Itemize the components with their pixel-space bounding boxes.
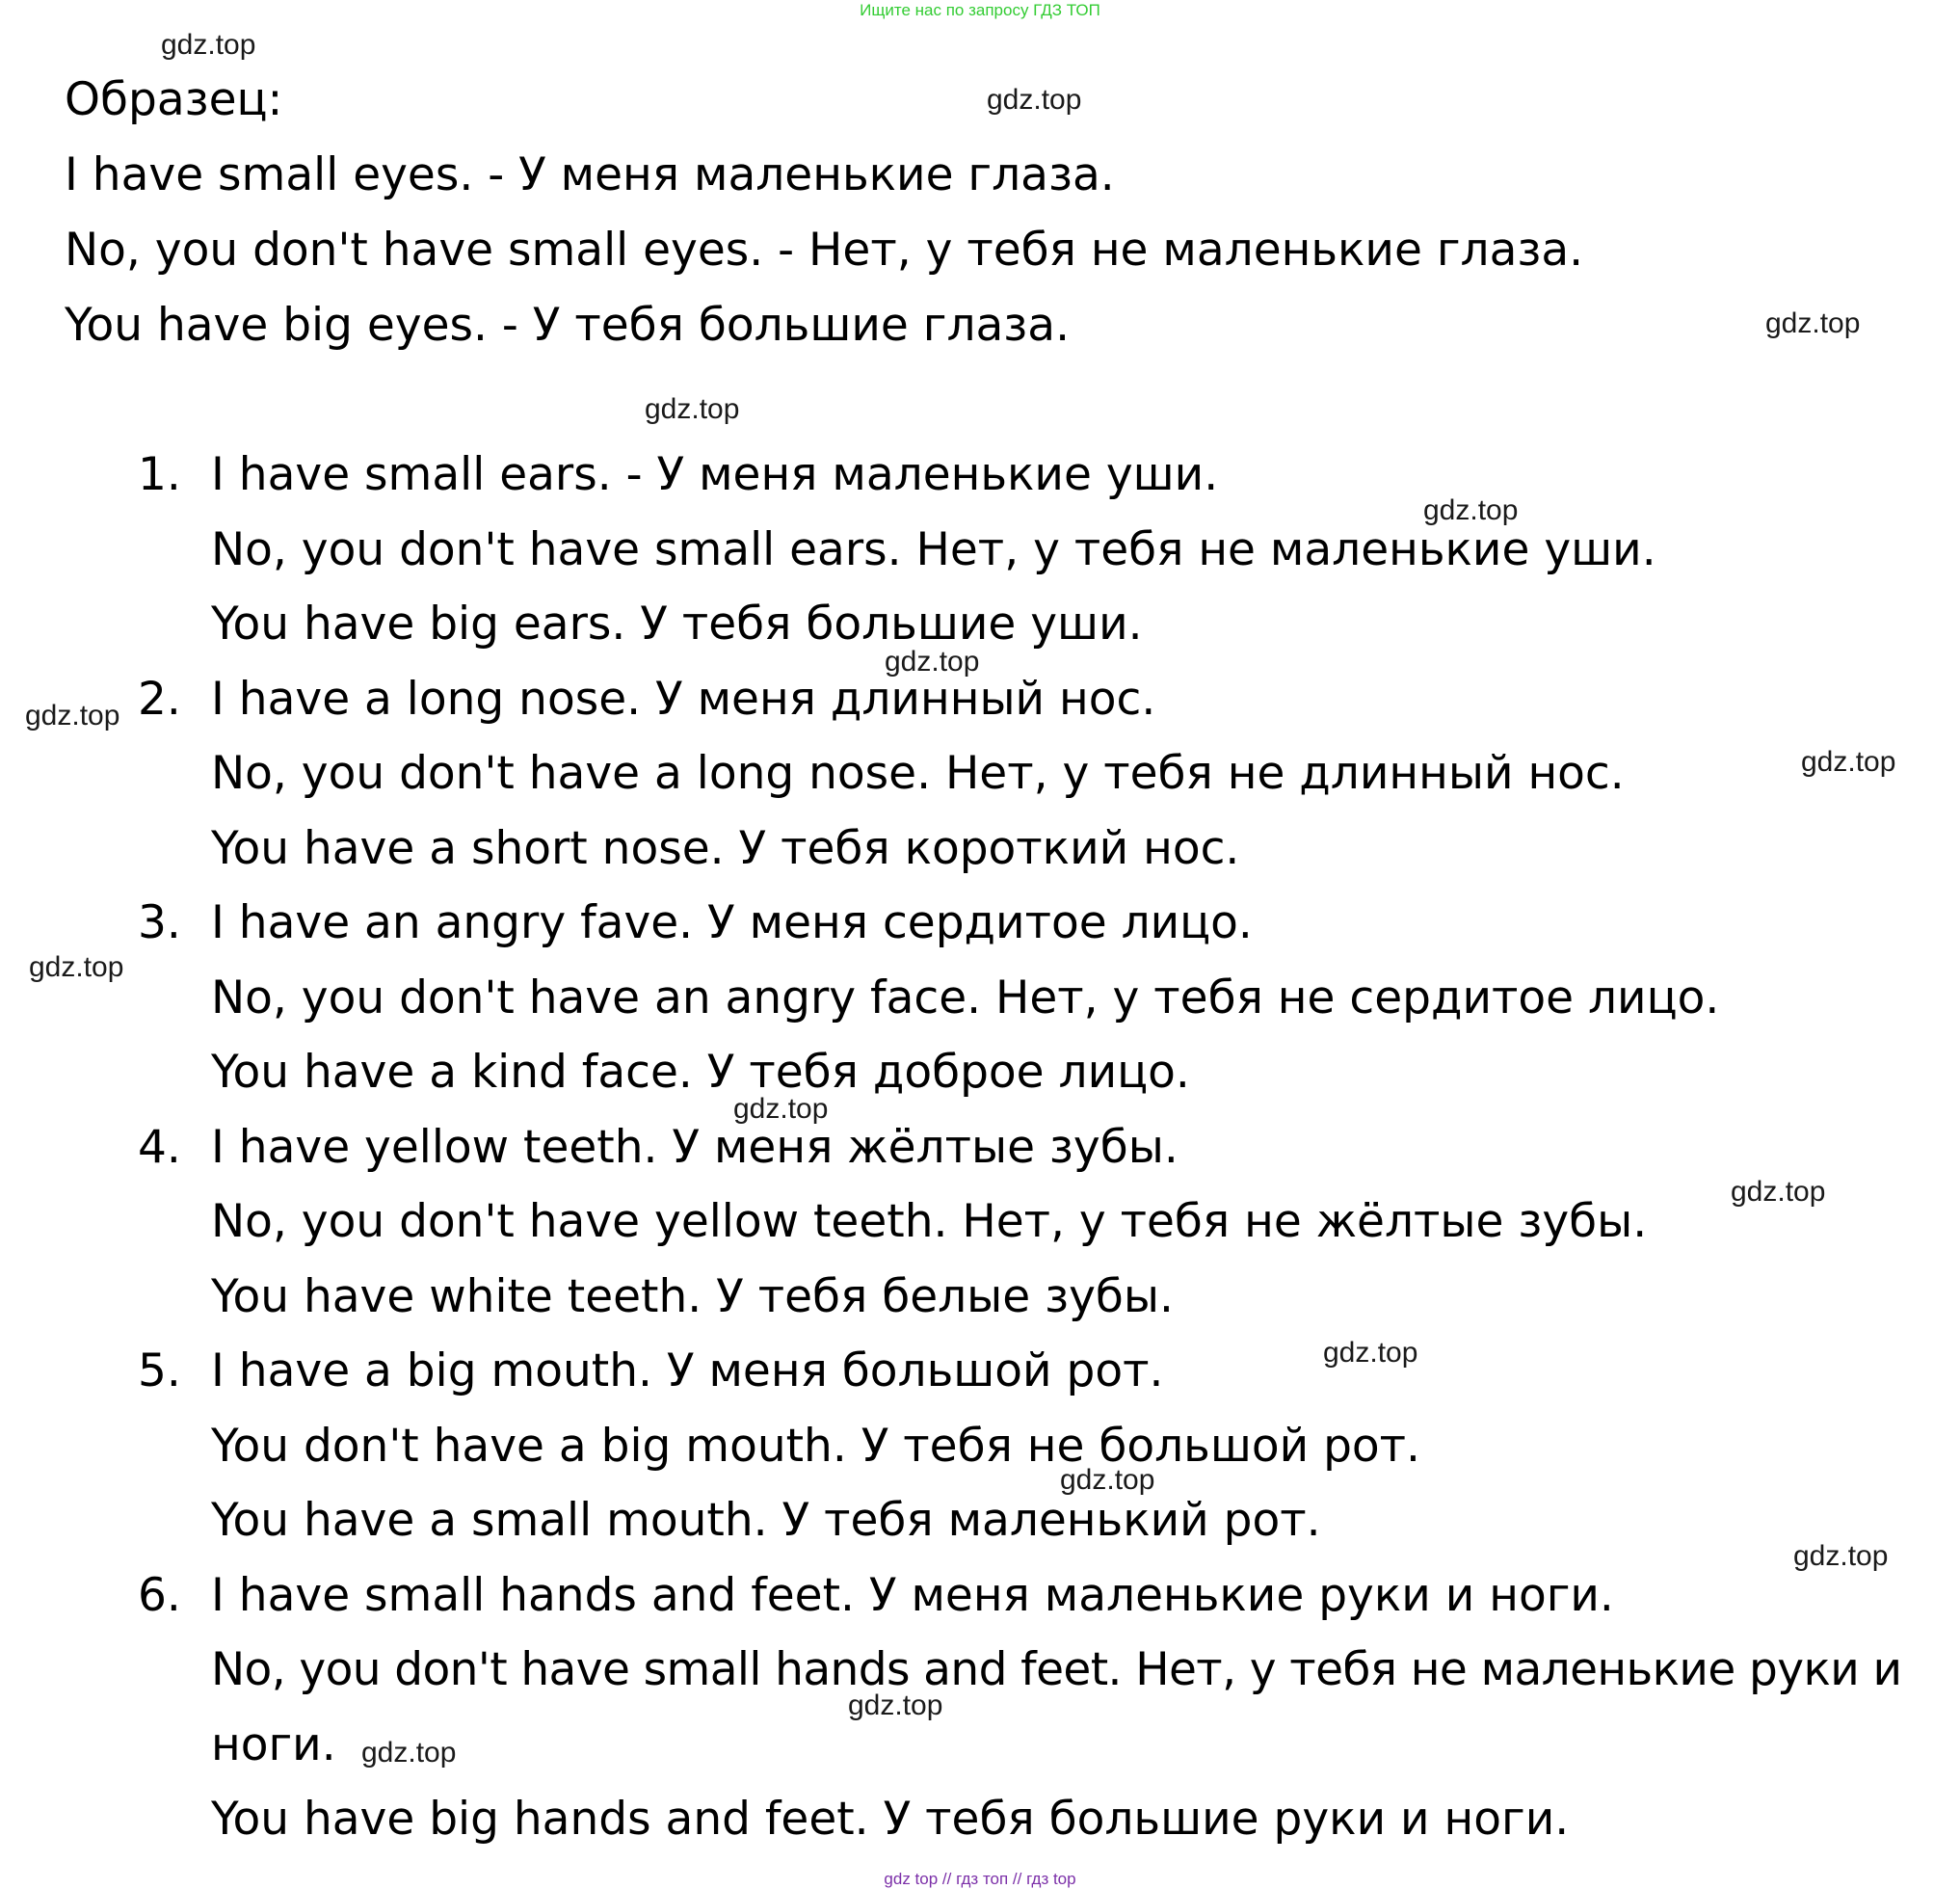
- item-line: You have a kind face. У тебя доброе лицо.: [211, 1046, 1190, 1099]
- watermark: gdz.top: [848, 1689, 943, 1721]
- item-line: You have white teeth. У тебя белые зубы.: [211, 1270, 1174, 1323]
- item-number: 1.: [138, 448, 181, 501]
- item-line: I have an angry fave. У меня сердитое лицо.: [211, 896, 1253, 949]
- sample-line: You have big eyes. - У тебя большие глаза.: [65, 299, 1071, 352]
- item-line: No, you don't have yellow teeth. Нет, у тебя не жёлтые зубы.: [211, 1195, 1648, 1248]
- item-number: 5.: [138, 1344, 181, 1397]
- sample-title: Образец:: [65, 73, 283, 126]
- watermark: gdz.top: [29, 951, 124, 983]
- item-line: I have a long nose. У меня длинный нос.: [211, 673, 1156, 726]
- item-line: You have big hands and feet. У тебя большие руки и ноги.: [211, 1793, 1570, 1846]
- watermark: gdz.top: [25, 700, 120, 732]
- item-line: I have small hands and feet. У меня маленькие руки и ноги.: [211, 1569, 1614, 1622]
- item-number: 4.: [138, 1121, 181, 1174]
- watermark: gdz.top: [733, 1093, 829, 1125]
- item-line: ноги.: [211, 1718, 336, 1771]
- item-line: I have a big mouth. У меня большой рот.: [211, 1344, 1164, 1397]
- item-line: I have yellow teeth. У меня жёлтые зубы.: [211, 1121, 1179, 1174]
- sample-line: No, you don't have small eyes. - Нет, у тебя не маленькие глаза.: [65, 224, 1584, 277]
- watermark: gdz.top: [1765, 307, 1861, 339]
- item-line: No, you don't have small hands and feet. Нет, у тебя не маленькие руки и: [211, 1643, 1902, 1696]
- item-line: You don't have a big mouth. У тебя не большой рот.: [211, 1420, 1421, 1473]
- item-line: You have a short nose. У тебя короткий нос.: [211, 822, 1240, 875]
- item-line: No, you don't have a long nose. Нет, у тебя не длинный нос.: [211, 747, 1625, 800]
- watermark: gdz.top: [1731, 1176, 1826, 1208]
- item-line: I have small ears. - У меня маленькие уши.: [211, 448, 1219, 501]
- item-line: You have a small mouth. У тебя маленький рот.: [211, 1494, 1321, 1547]
- header-note: Ищите нас по запросу ГДЗ ТОП: [860, 1, 1100, 19]
- watermark: gdz.top: [1423, 494, 1519, 526]
- item-line: No, you don't have small ears. Нет, у тебя не маленькие уши.: [211, 523, 1656, 576]
- sample-line: I have small eyes. - У меня маленькие глаза.: [65, 148, 1115, 201]
- watermark: gdz.top: [361, 1737, 457, 1769]
- watermark: gdz.top: [885, 646, 980, 678]
- watermark: gdz.top: [1793, 1540, 1889, 1572]
- item-number: 6.: [138, 1569, 181, 1622]
- watermark: gdz.top: [161, 29, 256, 61]
- watermark: gdz.top: [645, 393, 740, 425]
- item-number: 3.: [138, 896, 181, 949]
- item-line: No, you don't have an angry face. Нет, у тебя не сердитое лицо.: [211, 971, 1720, 1024]
- watermark: gdz.top: [1060, 1464, 1155, 1496]
- watermark: gdz.top: [1801, 746, 1896, 778]
- item-line: You have big ears. У тебя большие уши.: [211, 598, 1143, 651]
- watermark: gdz.top: [1323, 1337, 1418, 1369]
- footer-note: gdz top // гдз топ // гдз top: [884, 1870, 1076, 1888]
- item-number: 2.: [138, 673, 181, 726]
- watermark: gdz.top: [987, 84, 1082, 116]
